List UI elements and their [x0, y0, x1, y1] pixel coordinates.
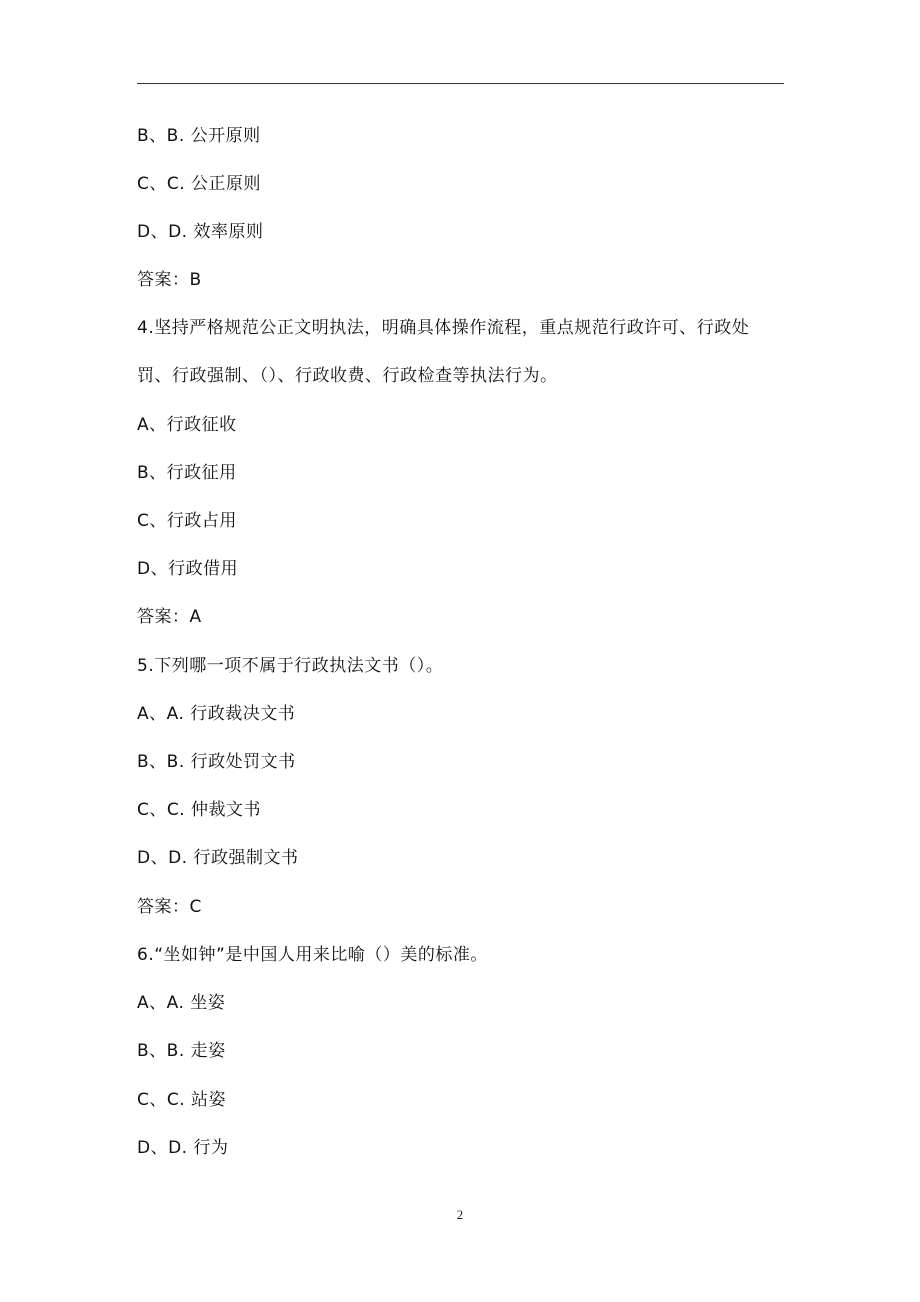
option-line: C、C. 仲裁文书: [137, 800, 262, 820]
option-line: D、D. 效率原则: [137, 222, 264, 242]
question-line-continued: 罚、行政强制、（）、行政收费、行政检查等执法行为。: [137, 366, 558, 386]
question-line: 6.“坐如钟”是中国人用来比喻（）美的标准。: [137, 945, 488, 965]
option-line: D、D. 行为: [137, 1138, 229, 1158]
header-rule: [137, 83, 784, 84]
question-line: 4.坚持严格规范公正文明执法，明确具体操作流程，重点规范行政许可、行政处: [137, 318, 750, 338]
option-line: C、C. 站姿: [137, 1090, 227, 1110]
answer-line: 答案：A: [137, 607, 202, 627]
question-line: 5.下列哪一项不属于行政执法文书（）。: [137, 656, 444, 676]
option-line: C、行政占用: [137, 511, 237, 531]
option-line: B、B. 行政处罚文书: [137, 752, 296, 772]
option-line: A、A. 行政裁决文书: [137, 704, 296, 724]
answer-line: 答案：C: [137, 897, 202, 917]
option-line: D、行政借用: [137, 559, 239, 579]
option-line: A、行政征收: [137, 415, 237, 435]
option-line: B、行政征用: [137, 463, 237, 483]
page-number: 2: [456, 1207, 464, 1222]
option-line: D、D. 行政强制文书: [137, 848, 299, 868]
answer-line: 答案：B: [137, 270, 202, 290]
option-line: A、A. 坐姿: [137, 993, 226, 1013]
option-line: C、C. 公正原则: [137, 174, 262, 194]
option-line: B、B. 走姿: [137, 1041, 226, 1061]
option-line: B、B. 公开原则: [137, 126, 261, 146]
